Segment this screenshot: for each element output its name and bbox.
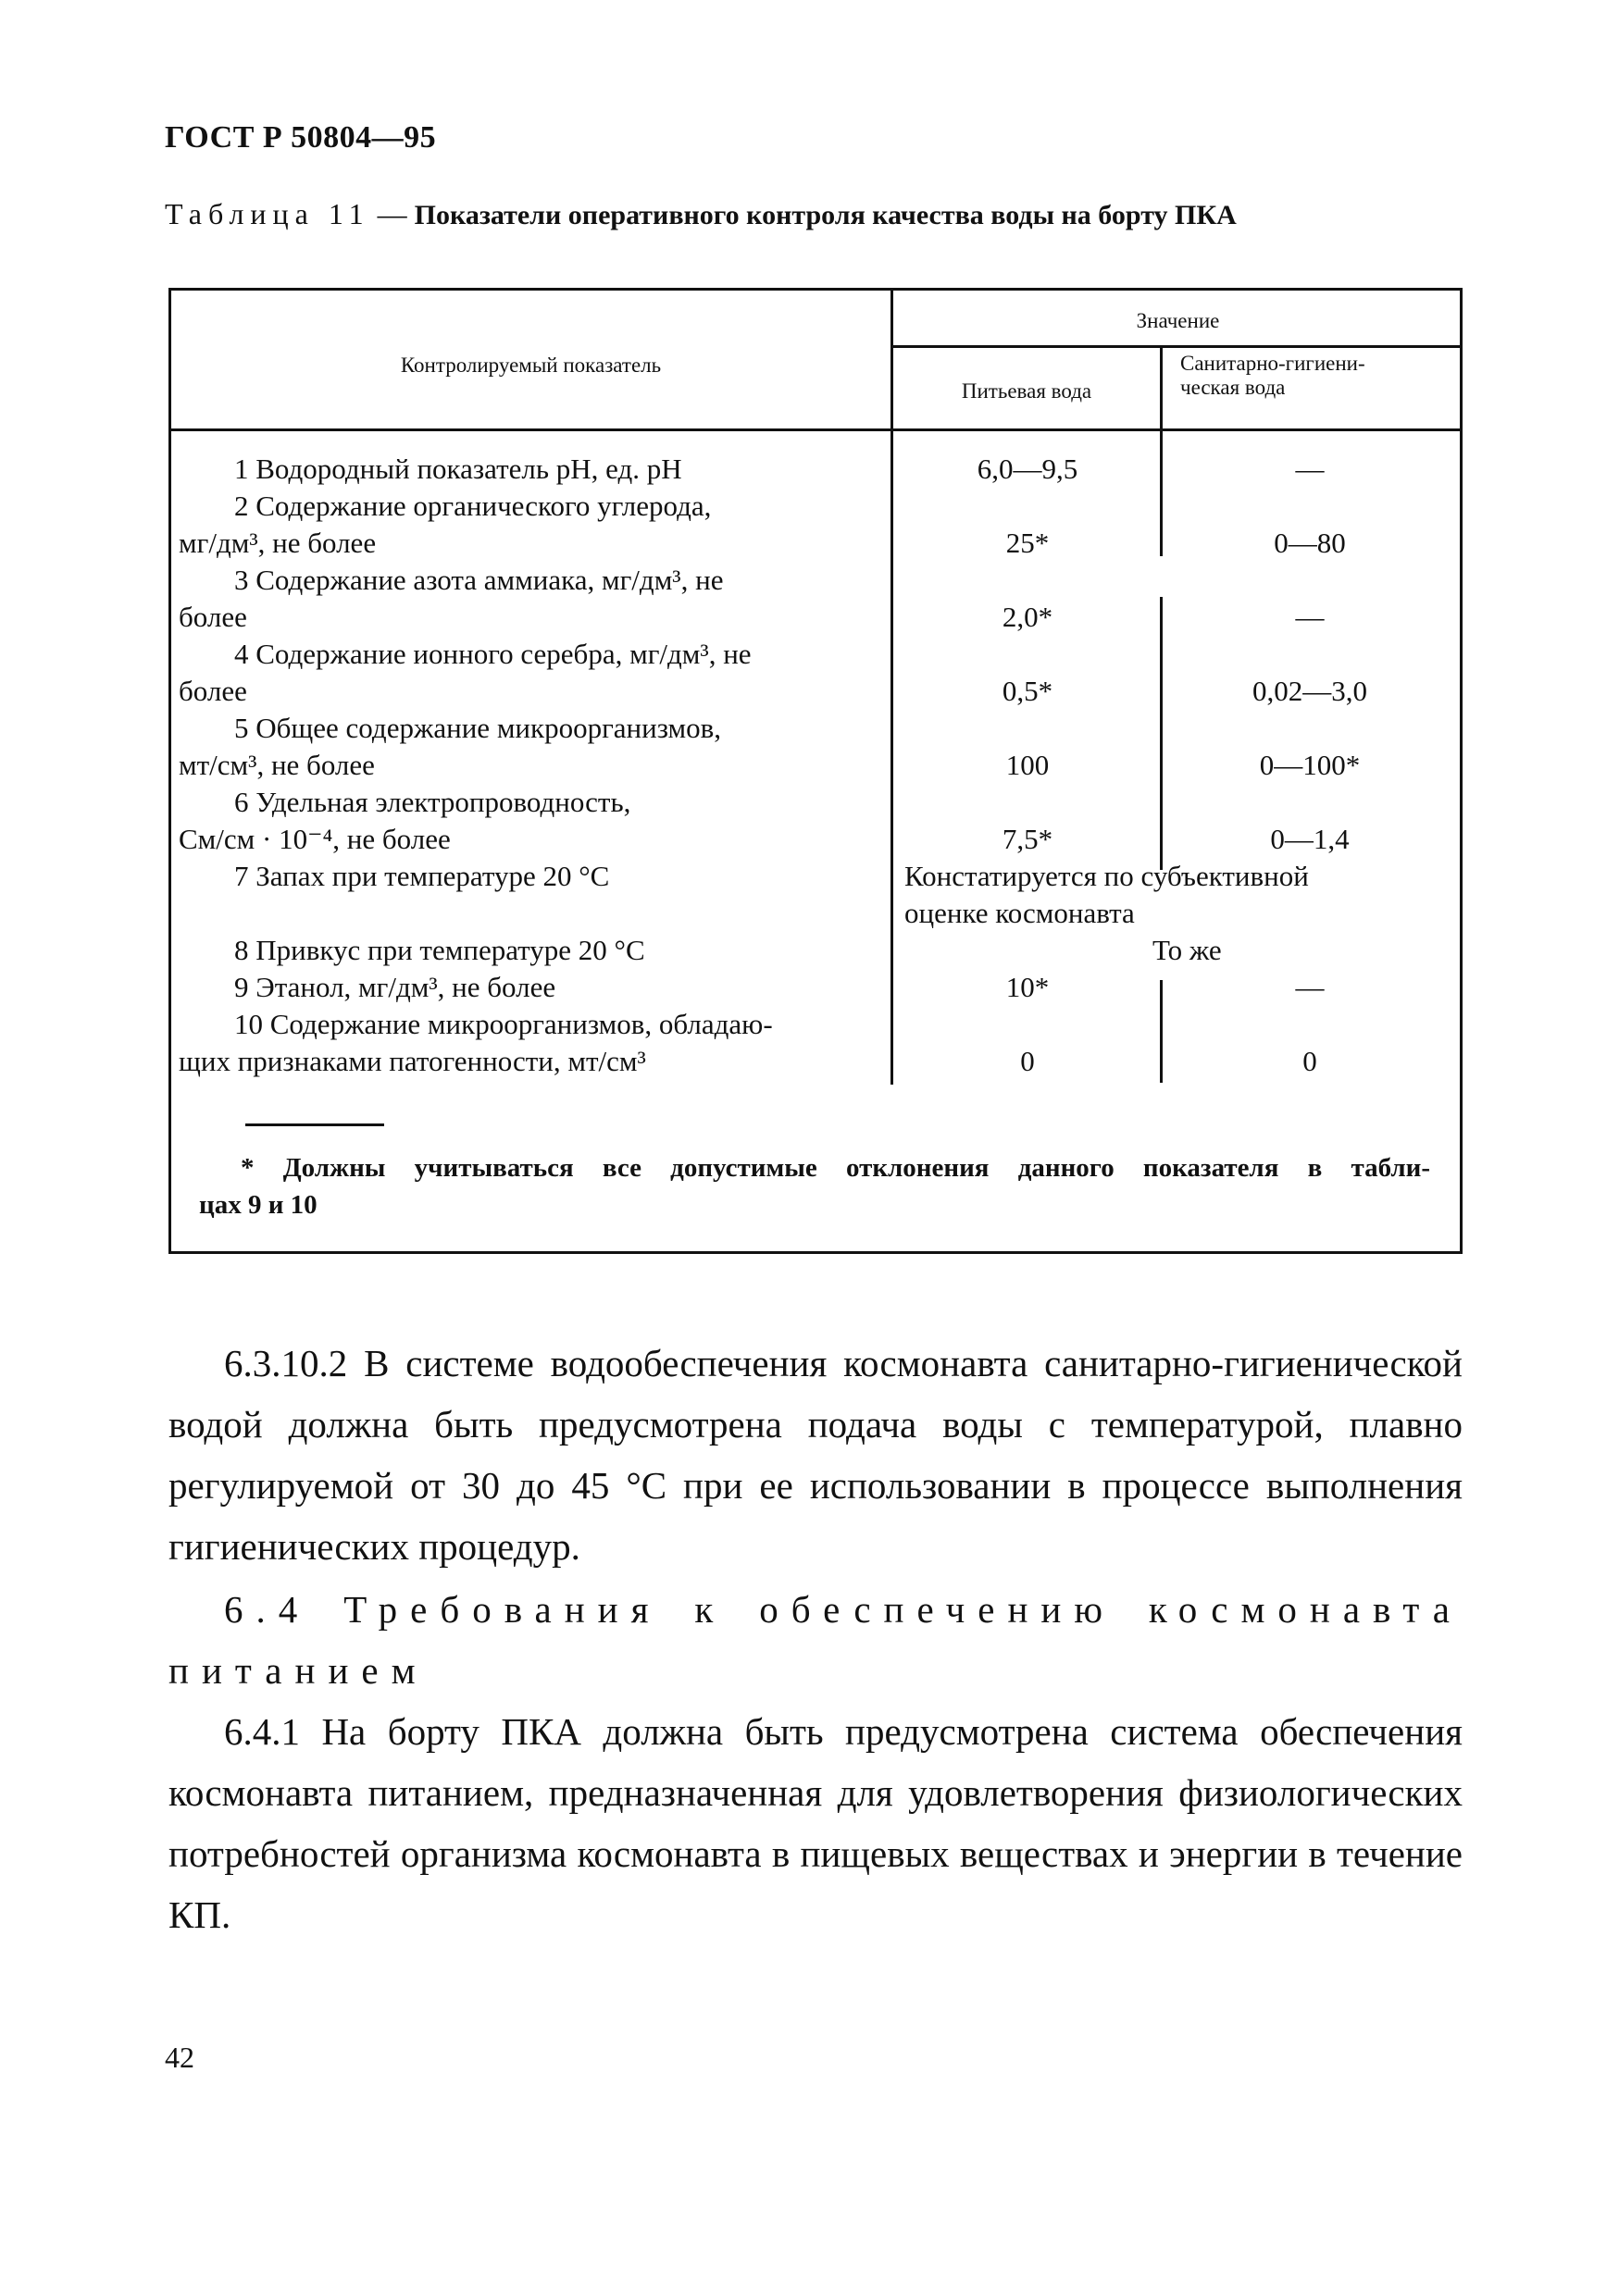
row-5-sanitary: 0—100* (1259, 749, 1361, 781)
row-8-same-value: То же (1152, 934, 1222, 966)
row-3-label (179, 562, 868, 636)
water-quality-table (168, 288, 1463, 1254)
header-drinking-water: Питьевая вода (961, 379, 1092, 403)
footnote-rule (245, 1123, 384, 1126)
row-7-shared-value (904, 858, 1451, 932)
row-2-line2: мг/дм³, не более (179, 527, 377, 559)
row-1-drinking: 6,0—9,5 (977, 453, 1078, 485)
header-bottom-rule (171, 428, 1463, 431)
row-1-line1: 1 Водородный показатель рН, ед. рН (234, 453, 682, 485)
row-2-line1: 2 Содержание органического углерода, (234, 490, 712, 522)
row-6-line1: 6 Удельная электропроводность, (234, 786, 631, 818)
row-1-label (179, 451, 868, 488)
row-4-drinking: 0,5* (1002, 675, 1053, 707)
row-8-label (179, 932, 868, 969)
header-group-divider (890, 345, 1463, 348)
row-10-line2: щих признаками патогенности, мт/см³ (179, 1045, 646, 1077)
row-6-line2: См/см · 10⁻⁴, не более (179, 823, 451, 855)
header-sanitary-line1: Санитарно-гигиени- (1180, 352, 1365, 375)
row-5-label (179, 710, 868, 784)
row-10-sanitary: 0 (1302, 1045, 1317, 1077)
header-indicator: Контролируемый показатель (400, 354, 662, 377)
row-10-line1: 10 Содержание микроорганизмов, обладаю- (234, 1008, 773, 1040)
row-5-line1: 5 Общее содержание микроорганизмов, (234, 712, 722, 744)
row-4-sanitary: 0,02—3,0 (1252, 675, 1367, 707)
header-value-group: Значение (1136, 309, 1220, 332)
row-4-line2: более (179, 675, 247, 707)
row-2-drinking: 25* (1005, 527, 1050, 559)
row-8-line1: 8 Привкус при температуре 20 °С (234, 934, 645, 966)
row-9-line1: 9 Этанол, мг/дм³, не более (234, 971, 556, 1003)
page-number: 42 (165, 2041, 194, 2074)
row-3-sanitary: — (1295, 601, 1325, 633)
row-4-label (179, 636, 868, 710)
body-section-3 (168, 1701, 1463, 1945)
row-7-value-line1: Констатируется по субъективной (904, 860, 1309, 892)
row-5-drinking: 100 (1005, 749, 1050, 781)
document-code: ГОСТ Р 50804—95 (165, 120, 437, 155)
row-6-drinking: 7,5* (1002, 823, 1053, 855)
row-6-sanitary: 0—1,4 (1270, 823, 1350, 855)
footnote-line2: цах 9 и 10 (199, 1190, 318, 1220)
column-divider-2 (1160, 345, 1163, 431)
row-3-line2: более (179, 601, 247, 633)
row-5-line2: мт/см³, не более (179, 749, 375, 781)
header-sanitary-water (1180, 352, 1458, 400)
header-sanitary-line2: ческая вода (1180, 376, 1286, 399)
section-heading-6-4: 6.4 Требования к обеспечению космонавта питанием (168, 1588, 1463, 1692)
row-7-value-line2: оценке космонавта (904, 897, 1135, 929)
row-1-sanitary: — (1295, 453, 1325, 485)
row-2-label (179, 488, 868, 562)
row-4-line1: 4 Содержание ионного серебра, мг/дм³, не (234, 638, 752, 670)
row-9-sanitary: — (1295, 971, 1325, 1003)
row-7-label (179, 858, 868, 895)
row-10-drinking: 0 (1020, 1045, 1035, 1077)
row-7-line1: 7 Запах при температуре 20 °С (234, 860, 610, 892)
table-title: Показатели оперативного контроля качества воды на борту ПКА (414, 200, 1237, 230)
table-footnote (199, 1149, 1430, 1223)
row-2-sanitary: 0—80 (1274, 527, 1346, 559)
caption-dash: — (369, 197, 415, 230)
paragraph-6-3-10-2: 6.3.10.2 В системе водообеспечения космонавта санитарно-гигиенической водой должна быть предусмотрена подача воды с температурой, плавно регулируемой от 30 до 45 °С при ее использовании в процессе выполнения гигиенических процедур. (168, 1342, 1463, 1568)
table-caption (165, 197, 1237, 231)
row-9-label (179, 969, 868, 1006)
table-label: Таблица 11 (165, 197, 370, 230)
row-10-label (179, 1006, 868, 1080)
row-6-label (179, 784, 868, 858)
body-section-2 (168, 1579, 1463, 1701)
body-section-1 (168, 1333, 1463, 1577)
row-3-line1: 3 Содержание азота аммиака, мг/дм³, не (234, 564, 724, 596)
row-9-drinking: 10* (1005, 971, 1050, 1003)
paragraph-6-4-1: 6.4.1 На борту ПКА должна быть предусмотрена система обеспечения космонавта питанием, предназначенная для удовлетворения физиологических потребностей организма космонавта в пищевых веществах и энергии в течение КП. (168, 1710, 1463, 1936)
footnote-line1: * Должны учитываться все допустимые отклонения данного показателя в табли- (241, 1153, 1430, 1183)
row-3-drinking: 2,0* (1002, 601, 1053, 633)
